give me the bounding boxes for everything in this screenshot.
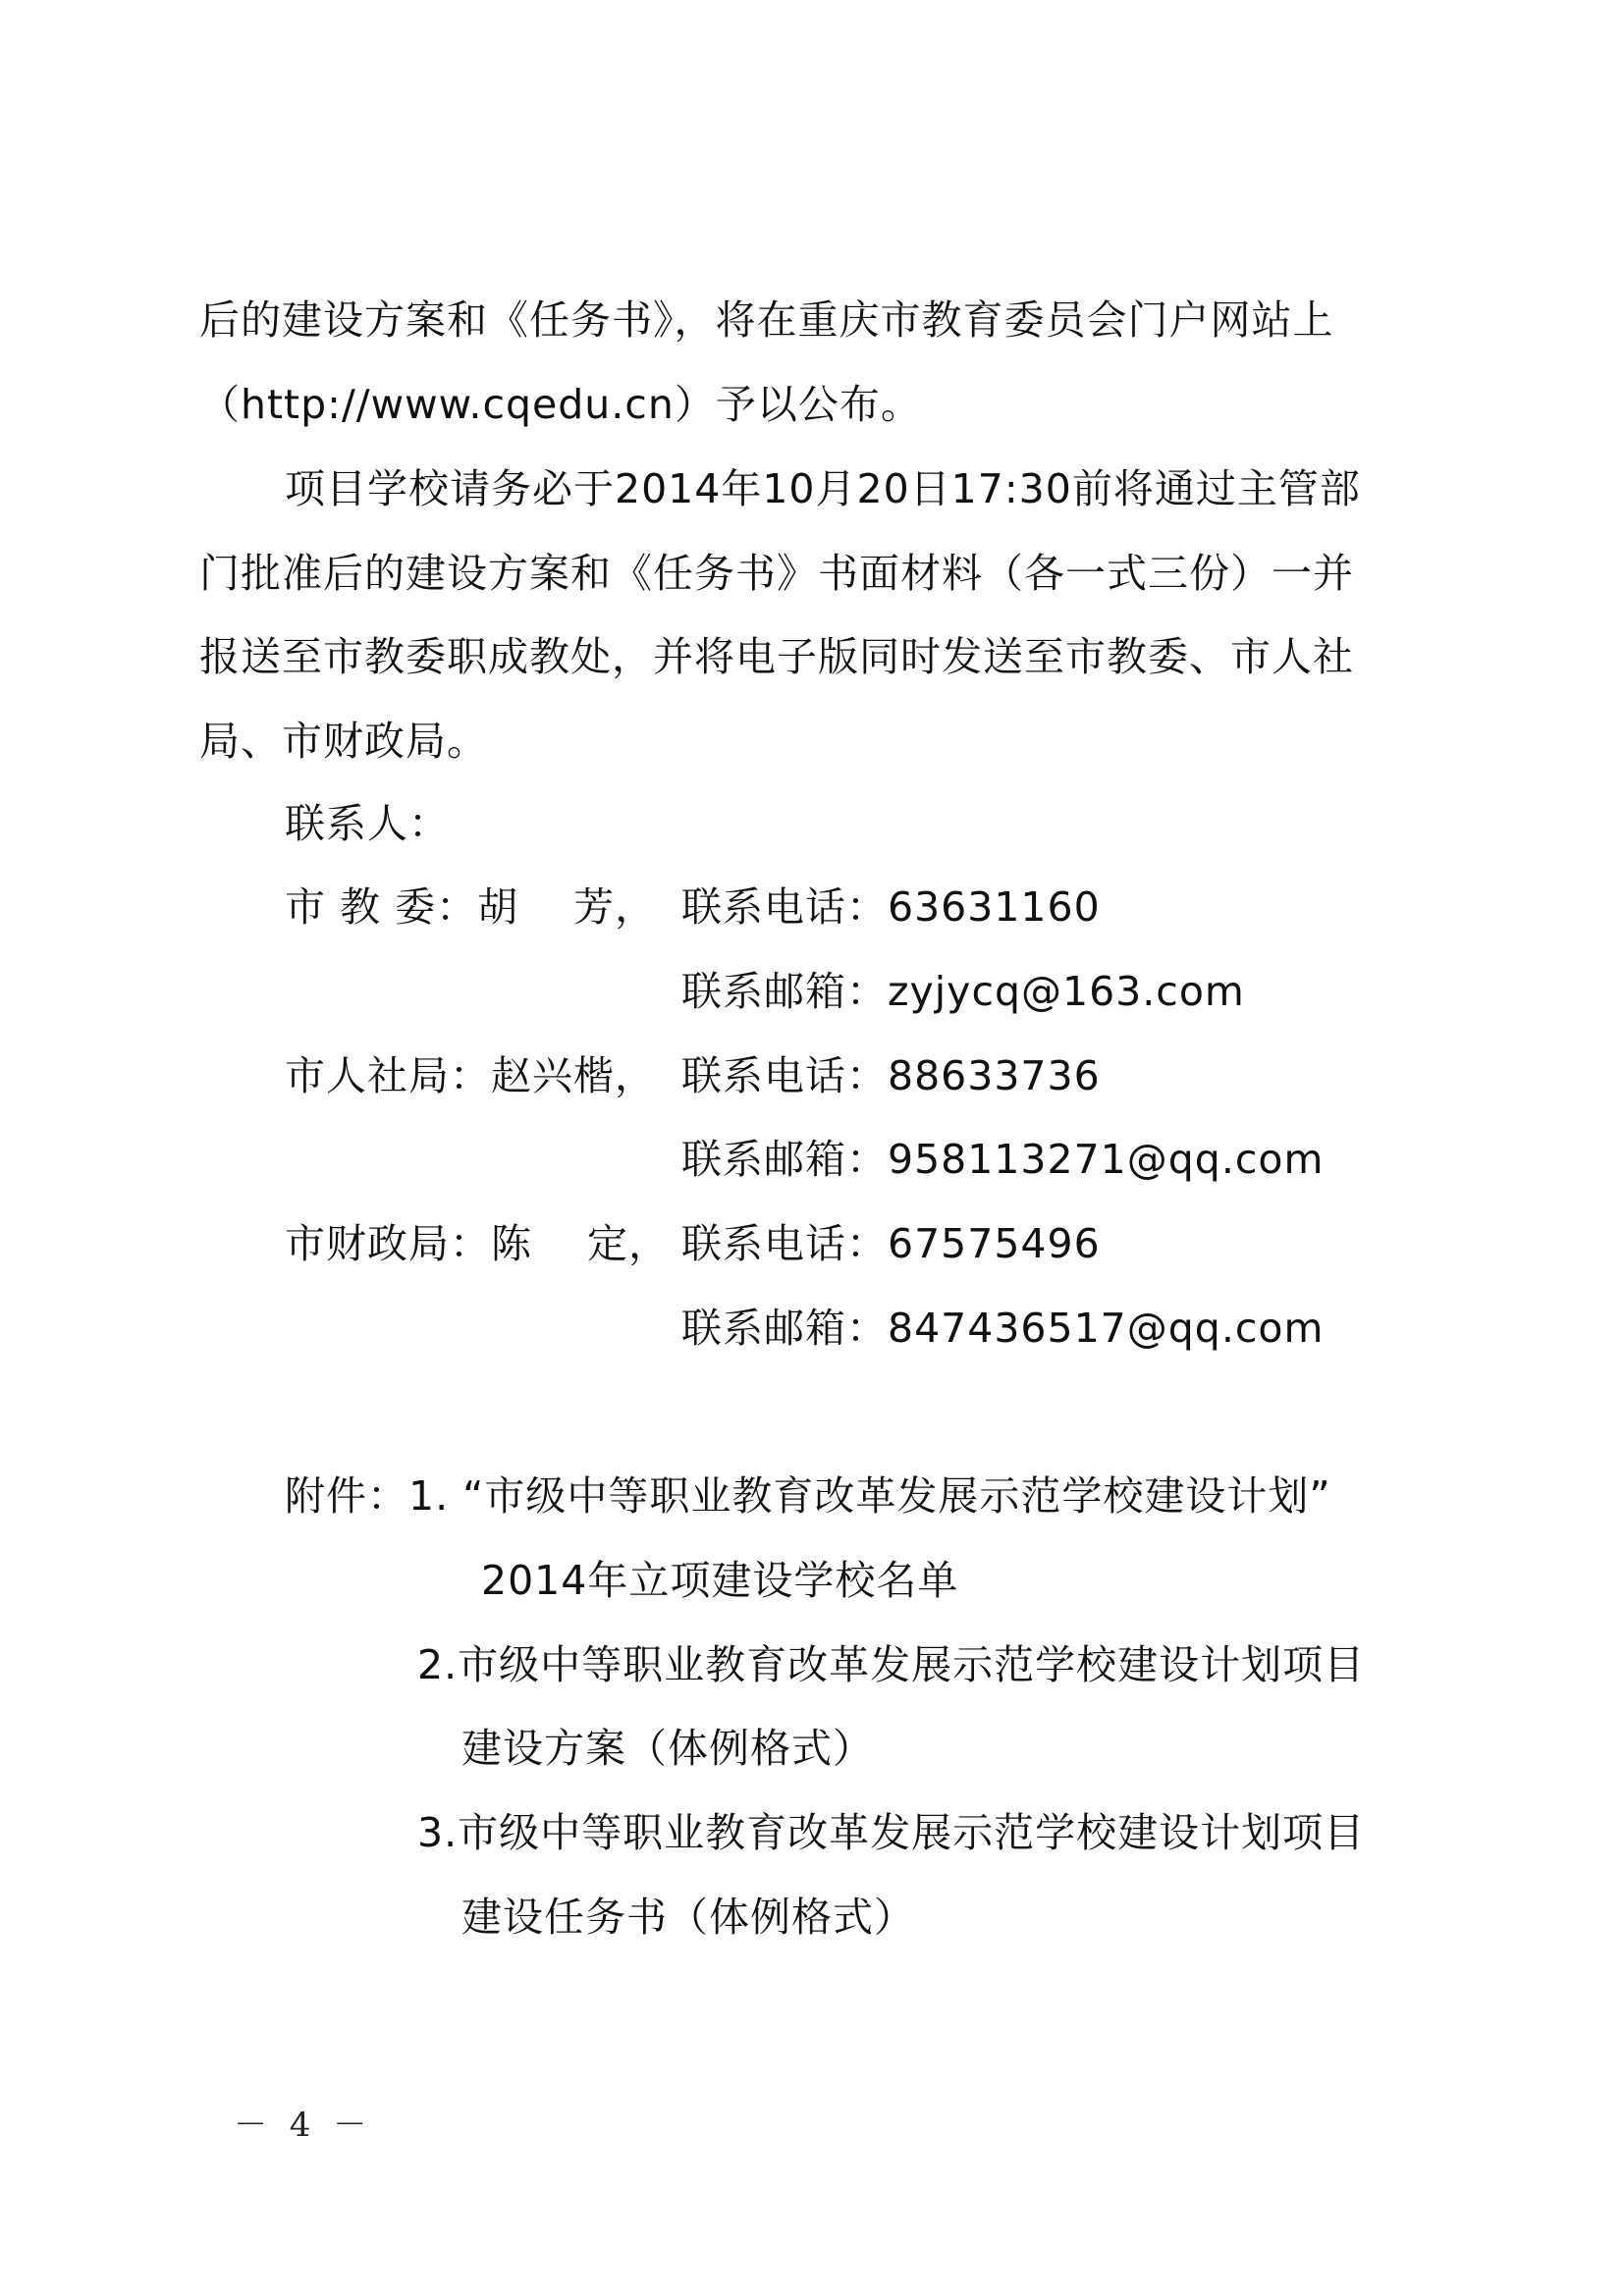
contact-phone-hr: 联系电话：88633736 — [681, 1052, 1101, 1099]
contact-phone-finance: 联系电话：67575496 — [681, 1220, 1101, 1267]
paragraph1-line2: （http://www.cqedu.cn）予以公布。 — [199, 381, 922, 428]
paragraph1-line1: 后的建设方案和《任务书》，将在重庆市教育委员会门户网站上 — [199, 296, 1334, 344]
contact-phone-edu: 联系电话：63631160 — [681, 883, 1101, 931]
attachment-1-line2: 2014年立项建设学校名单 — [481, 1557, 959, 1604]
contact-org-edu: 市 教 委：胡 芳， — [285, 883, 657, 931]
attachment-2-line2: 建设方案（体例格式） — [461, 1725, 874, 1772]
contact-email-finance: 联系邮箱：847436517@qq.com — [681, 1305, 1325, 1352]
paragraph2-line3: 报送至市教委职成教处，并将电子版同时发送至市教委、市人社 — [199, 633, 1354, 680]
contact-email-edu: 联系邮箱：zyjycq@163.com — [681, 968, 1245, 1015]
contact-email-hr: 联系邮箱：958113271@qq.com — [681, 1136, 1325, 1183]
page-number: － 4 － — [234, 2106, 373, 2145]
attachment-3-line2: 建设任务书（体例格式） — [461, 1894, 915, 1941]
contacts-heading: 联系人： — [285, 800, 450, 847]
paragraph2-line4: 局、市财政局。 — [199, 718, 488, 765]
paragraph2-line2: 门批准后的建设方案和《任务书》书面材料（各一式三份）一并 — [199, 550, 1354, 597]
attachment-1-line1: 附件：1. “市级中等职业教育改革发展示范学校建设计划” — [285, 1472, 1331, 1520]
contact-org-hr: 市人社局：赵兴楷， — [285, 1052, 656, 1099]
attachment-3-line1: 3.市级中等职业教育改革发展示范学校建设计划项目 — [417, 1809, 1366, 1856]
contact-org-finance: 市财政局：陈 定， — [285, 1220, 671, 1267]
attachment-2-line1: 2.市级中等职业教育改革发展示范学校建设计划项目 — [417, 1641, 1366, 1688]
paragraph2-line1: 项目学校请务必于2014年10月20日17:30前将通过主管部 — [285, 465, 1361, 512]
